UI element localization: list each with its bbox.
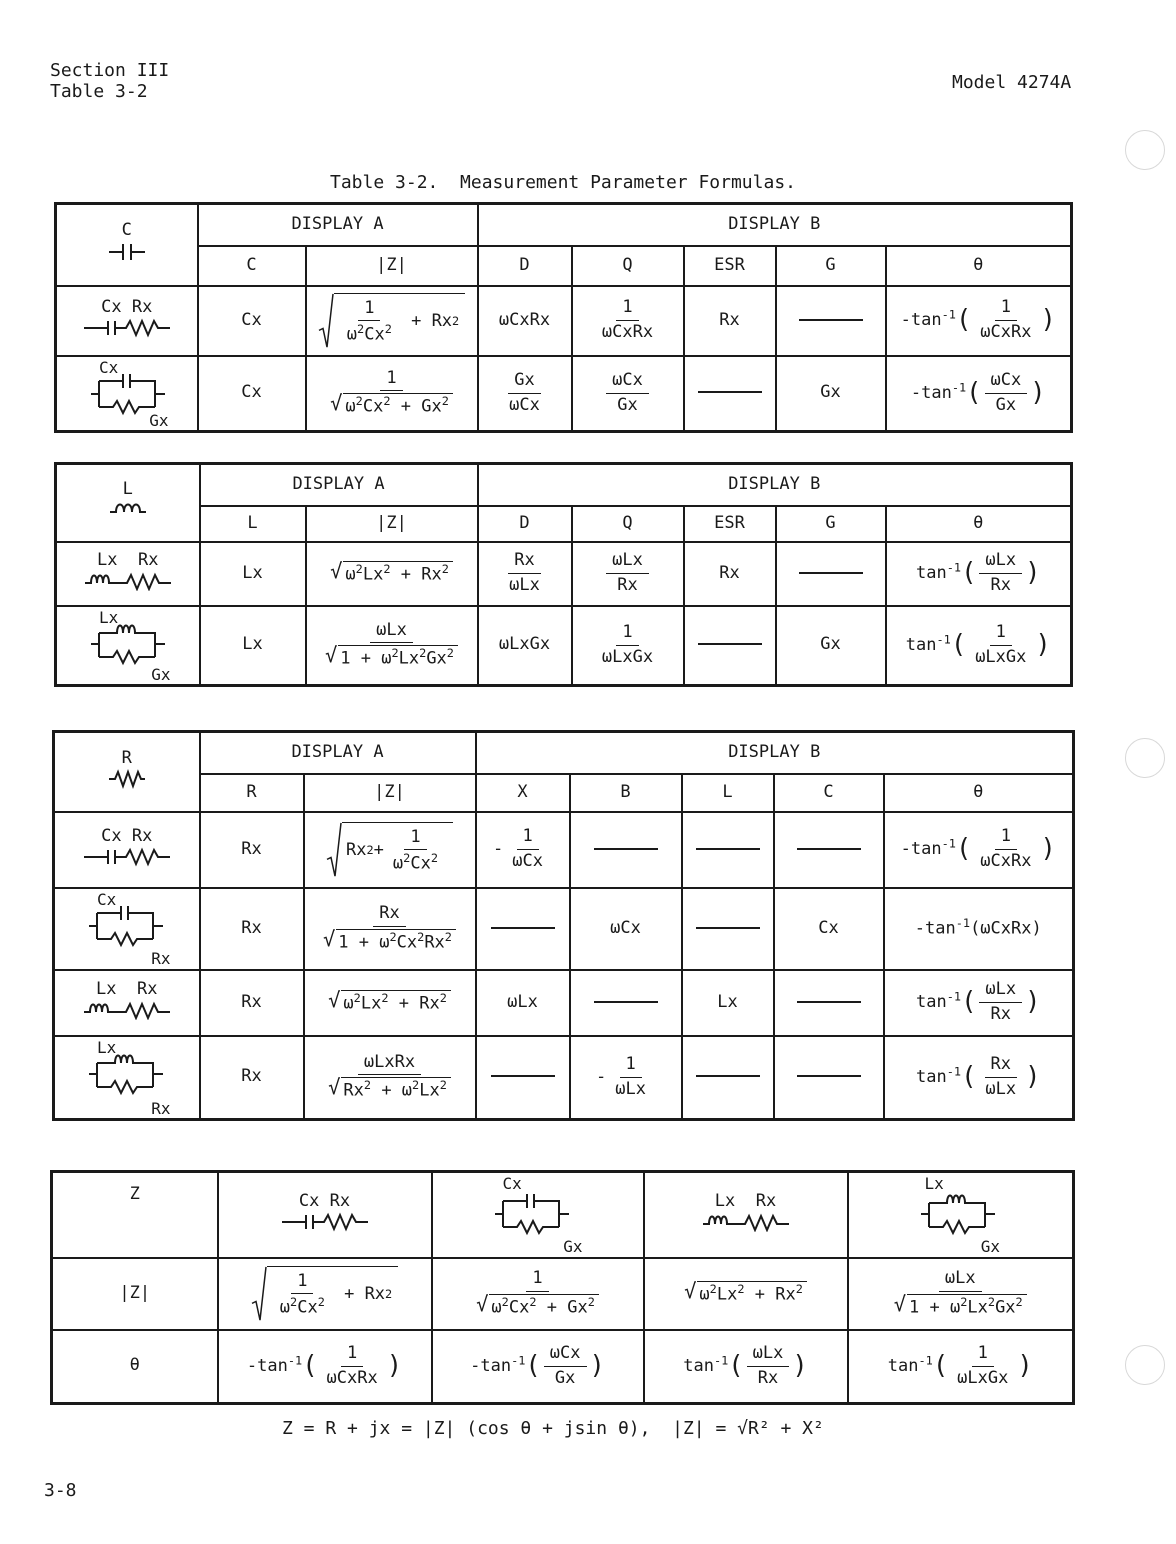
formula: ωLx — [476, 970, 570, 1036]
formula-z: $\frac{1}{\omega^2Cx^2}$ + Rx 2 — [218, 1258, 432, 1330]
section-label: Section III — [50, 60, 170, 81]
empty-cell — [682, 888, 774, 970]
display-b-header: DISPLAY B — [478, 204, 1072, 246]
empty-cell — [476, 1036, 570, 1120]
resistance-table — [52, 730, 1075, 1121]
formula: $-\tan^{-1}$( $\frac{\text{ωCx}}{Gx}$ ) — [886, 356, 1072, 432]
cell-value: Rx — [200, 970, 304, 1036]
col-header: B — [570, 774, 682, 812]
col-header: θ — [886, 506, 1072, 542]
col-header: θ — [886, 246, 1072, 286]
param-label: C — [121, 220, 132, 241]
series-rc-circuit: Cx Rx — [54, 812, 200, 888]
col-header: C — [198, 246, 306, 286]
formula-z: Rx √ $1 + \omega^2Cx^2Rx^2$ — [304, 888, 476, 970]
parallel-lg-icon — [919, 1191, 999, 1237]
inductor-icon — [108, 500, 148, 520]
inductance-table — [54, 462, 1073, 687]
formula-z: 1 √ $\omega^2Cx^2 + Gx^2$ — [432, 1258, 644, 1330]
formula-z: Rx 2 + $\frac{1}{\omega^2Cx^2}$ — [304, 812, 476, 888]
formula: Rx — [684, 542, 776, 606]
formula: Rx — [684, 286, 776, 356]
display-a-header: DISPLAY A — [200, 732, 476, 774]
table-title: Table 3-2. Measurement Parameter Formulas. — [330, 172, 796, 193]
formula: ωLxGx — [478, 606, 572, 686]
cell-value: Lx — [200, 542, 306, 606]
empty-cell — [682, 812, 774, 888]
formula: $\frac{\text{ωLx}}{Rx}$ — [572, 542, 684, 606]
cell-value: Rx — [200, 888, 304, 970]
capacitance-table — [54, 202, 1073, 433]
empty-cell — [774, 812, 884, 888]
model-label: Model 4274A — [952, 72, 1072, 93]
cell-value: Rx — [200, 1036, 304, 1120]
display-a-header: DISPLAY A — [200, 464, 478, 506]
formula: $-\tan^{-1}(\omega CxRx)$ — [884, 888, 1074, 970]
parallel-lg-circuit: Lx Gx — [56, 606, 200, 686]
resistor-icon — [107, 769, 147, 789]
col-header: X — [476, 774, 570, 812]
empty-cell — [684, 356, 776, 432]
col-header: D — [478, 506, 572, 542]
formula-z: ωLx √ $1 + \omega^2Lx^2Gx^2$ — [848, 1258, 1074, 1330]
series-rl-icon — [82, 1000, 172, 1020]
empty-cell — [476, 888, 570, 970]
formula: $\tan^{-1}$( $\frac{\text{ωLx}}{Rx}$ ) — [644, 1330, 848, 1404]
param-label: Z — [52, 1172, 218, 1258]
parallel-lg-circuit: Lx Gx — [848, 1172, 1074, 1258]
parallel-lr-icon — [87, 1051, 167, 1097]
col-header: Q — [572, 246, 684, 286]
formula: Gx — [776, 606, 886, 686]
series-rl-circuit: Lx Rx — [54, 970, 200, 1036]
col-header: D — [478, 246, 572, 286]
series-rl-circuit: Lx Rx — [644, 1172, 848, 1258]
formula-z: √ $\omega^2Lx^2 + Rx^2$ — [304, 970, 476, 1036]
formula-z: 1 √ $\omega^2Cx^2 + Gx^2$ — [306, 356, 478, 432]
formula: $-\tan^{-1}$( $\frac{1}{\text{ωCxRx}}$ ) — [218, 1330, 432, 1404]
parallel-cr-circuit: Cx Rx — [54, 888, 200, 970]
series-rc-circuit: Cx Rx — [56, 286, 198, 356]
col-header: G — [776, 246, 886, 286]
parallel-lg-icon — [89, 621, 169, 667]
formula-z: $\frac{1}{\omega^2Cx^2}$ + Rx 2 — [306, 286, 478, 356]
series-rl-circuit: Lx Rx — [56, 542, 200, 606]
empty-cell — [776, 286, 886, 356]
formula: $-\tan^{-1}$( $\frac{1}{\text{ωCxRx}}$ ) — [886, 286, 1072, 356]
empty-cell — [774, 970, 884, 1036]
formula-z: √ $\omega^2Lx^2 + Rx^2$ — [306, 542, 478, 606]
binder-hole — [1125, 130, 1165, 170]
series-rl-icon — [83, 571, 173, 591]
formula: $\frac{1}{\text{ωLxGx}}$ — [572, 606, 684, 686]
empty-cell — [570, 970, 682, 1036]
display-a-header: DISPLAY A — [198, 204, 478, 246]
parallel-cg-circuit: Cx Gx — [432, 1172, 644, 1258]
formula: Lx — [682, 970, 774, 1036]
col-header: |Z| — [304, 774, 476, 812]
series-rc-circuit: Cx Rx — [218, 1172, 432, 1258]
formula: $\tan^{-1}$( $\frac{1}{\text{ωLxGx}}$ ) — [886, 606, 1072, 686]
empty-cell — [684, 606, 776, 686]
formula: - $\frac{1}{\text{ωCx}}$ — [476, 812, 570, 888]
formula: $-\tan^{-1}$( $\frac{\text{ωCx}}{Gx}$ ) — [432, 1330, 644, 1404]
cell-value: Lx — [200, 606, 306, 686]
param-cell — [56, 464, 200, 542]
param-cell — [56, 204, 198, 286]
capacitor-icon — [107, 241, 147, 263]
empty-cell — [570, 812, 682, 888]
col-header: C — [774, 774, 884, 812]
binder-hole — [1125, 738, 1165, 778]
formula: $\tan^{-1}$( $\frac{\text{ωLx}}{Rx}$ ) — [884, 970, 1074, 1036]
cell-value: Cx — [198, 356, 306, 432]
row-label: |Z| — [52, 1258, 218, 1330]
col-header: G — [776, 506, 886, 542]
series-rl-icon — [701, 1212, 791, 1232]
parallel-cg-circuit: Cx Gx — [56, 356, 198, 432]
formula: Gx — [776, 356, 886, 432]
row-label: θ — [52, 1330, 218, 1404]
parallel-cg-icon — [89, 371, 169, 417]
formula: $\tan^{-1}$( $\frac{1}{\text{ωLxGx}}$ ) — [848, 1330, 1074, 1404]
series-rc-icon — [280, 1212, 370, 1232]
series-rc-icon — [82, 318, 172, 338]
series-rc-icon — [82, 847, 172, 867]
col-header: L — [682, 774, 774, 812]
parallel-cr-icon — [87, 903, 167, 949]
formula: $\frac{1}{\text{ωCxRx}}$ — [572, 286, 684, 356]
formula: Cx — [774, 888, 884, 970]
parallel-lr-circuit: Lx Rx — [54, 1036, 200, 1120]
formula: $\frac{Rx}{\text{ωLx}}$ — [478, 542, 572, 606]
col-header: |Z| — [306, 506, 478, 542]
col-header: θ — [884, 774, 1074, 812]
cell-value: Rx — [200, 812, 304, 888]
param-label: R — [121, 748, 132, 769]
formula: $-\tan^{-1}$( $\frac{1}{\text{ωCxRx}}$ ) — [884, 812, 1074, 888]
col-header: |Z| — [306, 246, 478, 286]
display-b-header: DISPLAY B — [478, 464, 1072, 506]
col-header: ESR — [684, 246, 776, 286]
formula-z: ωLxRx √ $Rx^2 + \omega^2Lx^2$ — [304, 1036, 476, 1120]
display-b-header: DISPLAY B — [476, 732, 1074, 774]
col-header: L — [200, 506, 306, 542]
formula-z: ωLx √ $1 + \omega^2Lx^2Gx^2$ — [306, 606, 478, 686]
formula: ωCx — [570, 888, 682, 970]
empty-cell — [682, 1036, 774, 1120]
col-header: R — [200, 774, 304, 812]
empty-cell — [776, 542, 886, 606]
formula: ωCxRx — [478, 286, 572, 356]
binder-hole — [1125, 1345, 1165, 1385]
table-ref: Table 3-2 — [50, 81, 148, 102]
formula-z: √ $\omega^2Lx^2 + Rx^2$ — [644, 1258, 848, 1330]
formula: - $\frac{1}{\text{ωLx}}$ — [570, 1036, 682, 1120]
formula: $\frac{\text{ωCx}}{Gx}$ — [572, 356, 684, 432]
param-label: L — [122, 479, 133, 500]
empty-cell — [774, 1036, 884, 1120]
formula: $\frac{Gx}{\text{ωCx}}$ — [478, 356, 572, 432]
impedance-table — [50, 1170, 1075, 1405]
formula: $\tan^{-1}$( $\frac{Rx}{\text{ωLx}}$ ) — [884, 1036, 1074, 1120]
cell-value: Cx — [198, 286, 306, 356]
col-header: Q — [572, 506, 684, 542]
formula: $\tan^{-1}$( $\frac{\text{ωLx}}{Rx}$ ) — [886, 542, 1072, 606]
col-header: ESR — [684, 506, 776, 542]
footer-formula: Z = R + jx = |Z| (cos θ + jsin θ), |Z| = √R² + X² — [282, 1418, 824, 1439]
parallel-cg-icon — [493, 1191, 573, 1237]
param-cell — [54, 732, 200, 812]
page-number: 3-8 — [44, 1480, 77, 1501]
